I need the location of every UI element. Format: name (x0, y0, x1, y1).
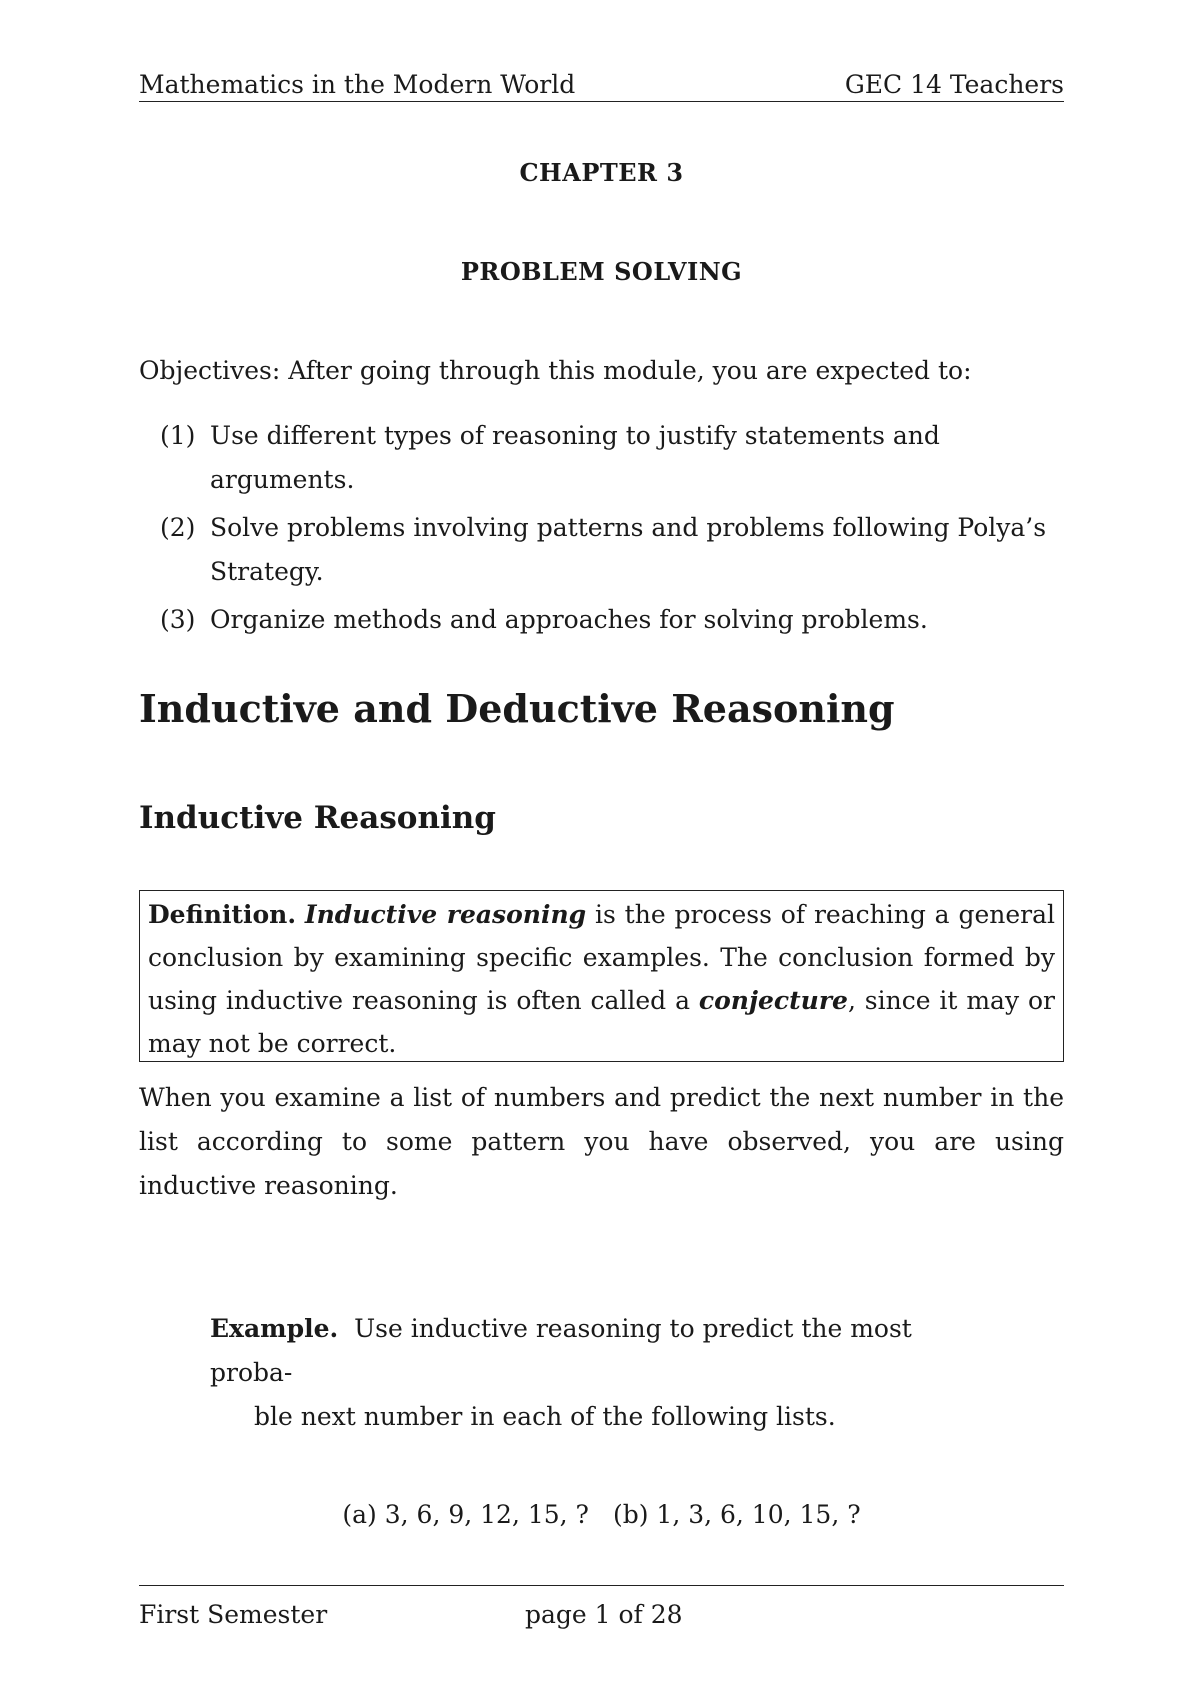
section-heading: Inductive and Deductive Reasoning (139, 686, 895, 731)
definition-box (139, 890, 1064, 1062)
sequence-b: (b) 1, 3, 6, 10, 15, ? (612, 1500, 861, 1529)
objective-text: Use different types of reasoning to justify statements and arguments. (210, 421, 940, 494)
example-text-line-1: Use inductive reasoning to predict the most proba- (210, 1314, 912, 1387)
example-text-line-2: ble next number in each of the following lists. (254, 1402, 836, 1431)
conjecture-term: conjecture (698, 986, 848, 1015)
sequence-a: (a) 3, 6, 9, 12, 15, ? (342, 1500, 589, 1529)
list-item (139, 414, 1069, 502)
objective-text: Solve problems involving patterns and problems following Polya’s Strategy. (210, 513, 1047, 586)
footer-semester: First Semester (139, 1600, 328, 1629)
sequences (139, 1500, 1064, 1529)
objectives-intro: Objectives: After going through this module, you are expected to: (139, 356, 972, 385)
course-title: Mathematics in the Modern World (139, 70, 576, 99)
chapter-title: PROBLEM SOLVING (460, 257, 743, 286)
definition-text-end: , since it may or may not be correct. (148, 986, 1055, 1058)
list-item (139, 598, 1069, 642)
objective-number: (2) (160, 513, 196, 542)
example-label: Example. (210, 1314, 339, 1343)
chapter-label: CHAPTER 3 (519, 158, 684, 187)
list-item (139, 506, 1069, 594)
objective-number: (1) (160, 421, 196, 450)
example-block (210, 1307, 1000, 1439)
body-paragraph: When you examine a list of numbers and predict the next number in the list according to some pattern you have observed, you are using inductive reasoning. (139, 1083, 1064, 1200)
objectives-list (139, 414, 1069, 646)
objective-number: (3) (160, 605, 196, 634)
page-header (139, 64, 1064, 102)
definition-label: Definition. (148, 900, 297, 929)
definition-text: is the process of reaching a general conclusion by examining specific examples. The conclusion formed by using inductive reasoning is often called a (148, 900, 1055, 1015)
course-code: GEC 14 Teachers (844, 70, 1064, 99)
objective-text: Organize methods and approaches for solving problems. (210, 605, 928, 634)
page-footer (139, 1585, 1064, 1629)
subsection-heading: Inductive Reasoning (139, 800, 496, 836)
page-number: page 1 of 28 (525, 1600, 683, 1629)
definition-term: Inductive reasoning (304, 900, 587, 929)
